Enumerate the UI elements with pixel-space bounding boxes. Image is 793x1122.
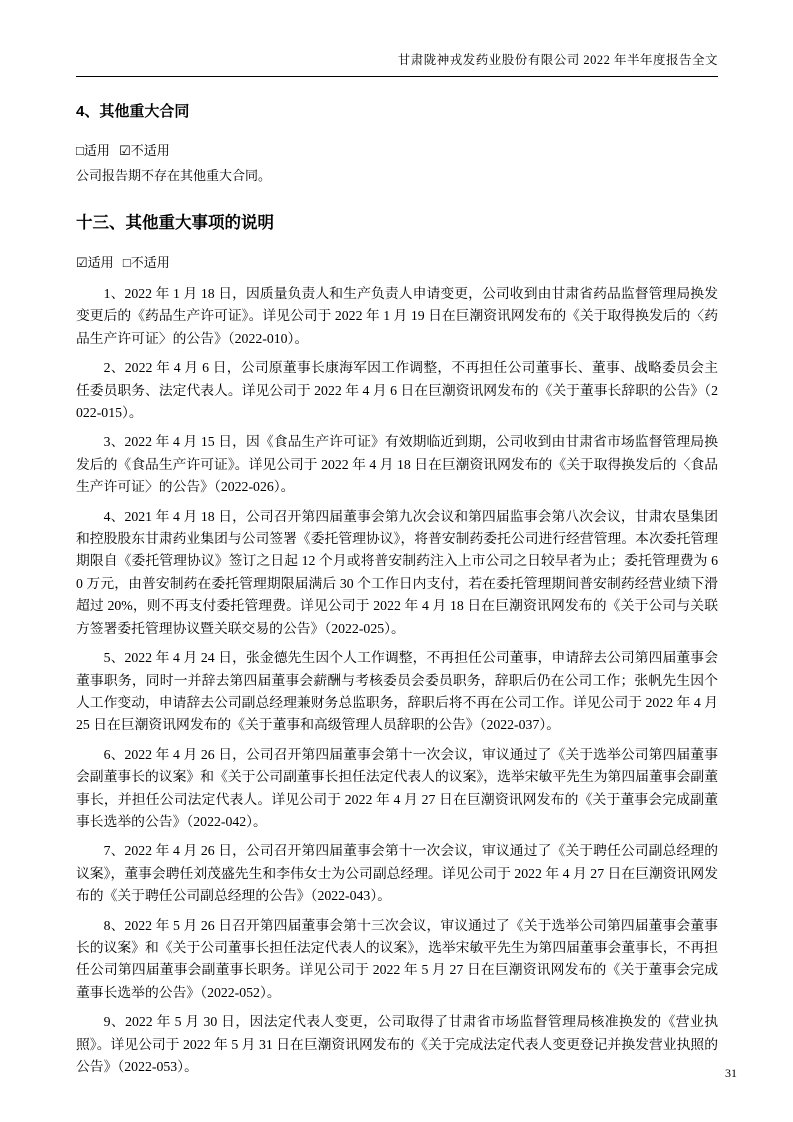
applicability-line-other-contracts	[76, 142, 718, 159]
report-title: 甘肃陇神戎发药业股份有限公司 2022 年半年度报告全文	[397, 53, 718, 67]
section-heading-other-matters: 十三、其他重大事项的说明	[76, 214, 274, 232]
report-paragraph: 7、2022 年 4 月 26 日，公司召开第四届董事会第十一次会议，审议通过了《关于聘任公司副总经理的议案》，董事会聘任刘茂盛先生和李伟女士为公司副总经理。详见公司于 2022 年 4 月 27 日在巨潮资讯网发布的《关于聘任公司副总经理的公告》（2022-043）。	[76, 843, 718, 904]
checkbox-not-applicable-checked: ☑不适用	[119, 143, 170, 158]
paragraph-list	[76, 283, 718, 1078]
report-paragraph: 4、2021 年 4 月 18 日，公司召开第四届董事会第九次会议和第四届监事会第八次会议，甘肃农垦集团和控股股东甘肃药业集团与公司签署《委托管理协议》，将普安制药委托公司进行经营管理。本次委托管理期限自《委托管理协议》签订之日起 12 个月或将普安制药注入上市公司之日较早者为止；委托管理费为 60 万元，由普安制药在委托管理期限届满后 30 个工作日内支付，若在委托管理期间普安制药经营业绩下滑超过 20%，则不再支付委托管理费。详见公司于 2022 年 4 月 18 日在巨潮资讯网发布的《关于公司与关联方签署委托管理协议暨关联交易的公告》（2022-025）。	[76, 508, 718, 636]
checkbox-applicable-unchecked: □适用	[76, 143, 110, 158]
checkbox-not-applicable-unchecked: □不适用	[122, 255, 170, 270]
page-number: 31	[725, 1066, 737, 1080]
applicability-line-other-matters	[76, 254, 718, 271]
report-paragraph: 1、2022 年 1 月 18 日，因质量负责人和生产负责人申请变更，公司收到由甘肃省药品监督管理局换发变更后的《药品生产许可证》。详见公司于 2022 年 1 月 19 日在巨潮资讯网发布的《关于取得换发后的〈药品生产许可证〉的公告》（2022-010）。	[76, 286, 718, 346]
report-paragraph: 8、2022 年 5 月 26 日召开第四届董事会第十三次会议，审议通过了《关于选举公司第四届董事会董事长的议案》和《关于公司董事长担任法定代表人的议案》，选举宋敏平先生为第四届董事会董事长，不再担任公司第四届董事会副董事长职务。详见公司于 2022 年 5 月 27 日在巨潮资讯网发布的《关于董事会完成董事长选举的公告》（2022-052）。	[76, 917, 718, 1000]
report-paragraph: 3、2022 年 4 月 15 日，因《食品生产许可证》有效期临近到期，公司收到由甘肃省市场监督管理局换发后的《食品生产许可证》。详见公司于 2022 年 4 月 18 日在巨潮资讯网发布的《关于取得换发后的〈食品生产许可证〉的公告》（2022-026）。	[76, 434, 718, 495]
other-contracts-body: 公司报告期不存在其他重大合同。	[76, 168, 272, 183]
checkbox-applicable-checked: ☑适用	[76, 255, 114, 270]
section-heading-other-contracts: 4、其他重大合同	[76, 103, 190, 120]
report-paragraph: 5、2022 年 4 月 24 日，张金德先生因个人工作调整，不再担任公司董事，申请辞去公司第四届董事会董事职务，同时一并辞去第四届董事会薪酬与考核委员会委员职务，辞职后仍在公司工作；张帆先生因个人工作变动，申请辞去公司副总经理兼财务总监职务，辞职后将不再在公司工作。详见公司于 2022 年 4 月 25 日在巨潮资讯网发布的《关于董事和高级管理人员辞职的公告》（2022-037）。	[76, 650, 718, 733]
report-paragraph: 6、2022 年 4 月 26 日，公司召开第四届董事会第十一次会议，审议通过了《关于选举公司第四届董事会副董事长的议案》和《关于公司副董事长担任法定代表人的议案》，选举宋敏平先生为第四届董事会副董事长，并担任公司法定代表人。详见公司于 2022 年 4 月 27 日在巨潮资讯网发布的《关于董事会完成副董事长选举的公告》（2022-042）。	[76, 746, 718, 829]
page-header	[76, 52, 718, 77]
report-paragraph: 2、2022 年 4 月 6 日，公司原董事长康海军因工作调整，不再担任公司董事长、董事、战略委员会主任委员职务、法定代表人。详见公司于 2022 年 4 月 6 日在巨潮资讯网发布的《关于董事长辞职的公告》（2022-015）。	[76, 360, 718, 421]
report-paragraph: 9、2022 年 5 月 30 日，因法定代表人变更，公司取得了甘肃省市场监督管理局核准换发的《营业执照》。详见公司于 2022 年 5 月 31 日在巨潮资讯网发布的《关于完成法定代表人变更登记并换发营业执照的公告》（2022-053）。	[76, 1014, 718, 1074]
